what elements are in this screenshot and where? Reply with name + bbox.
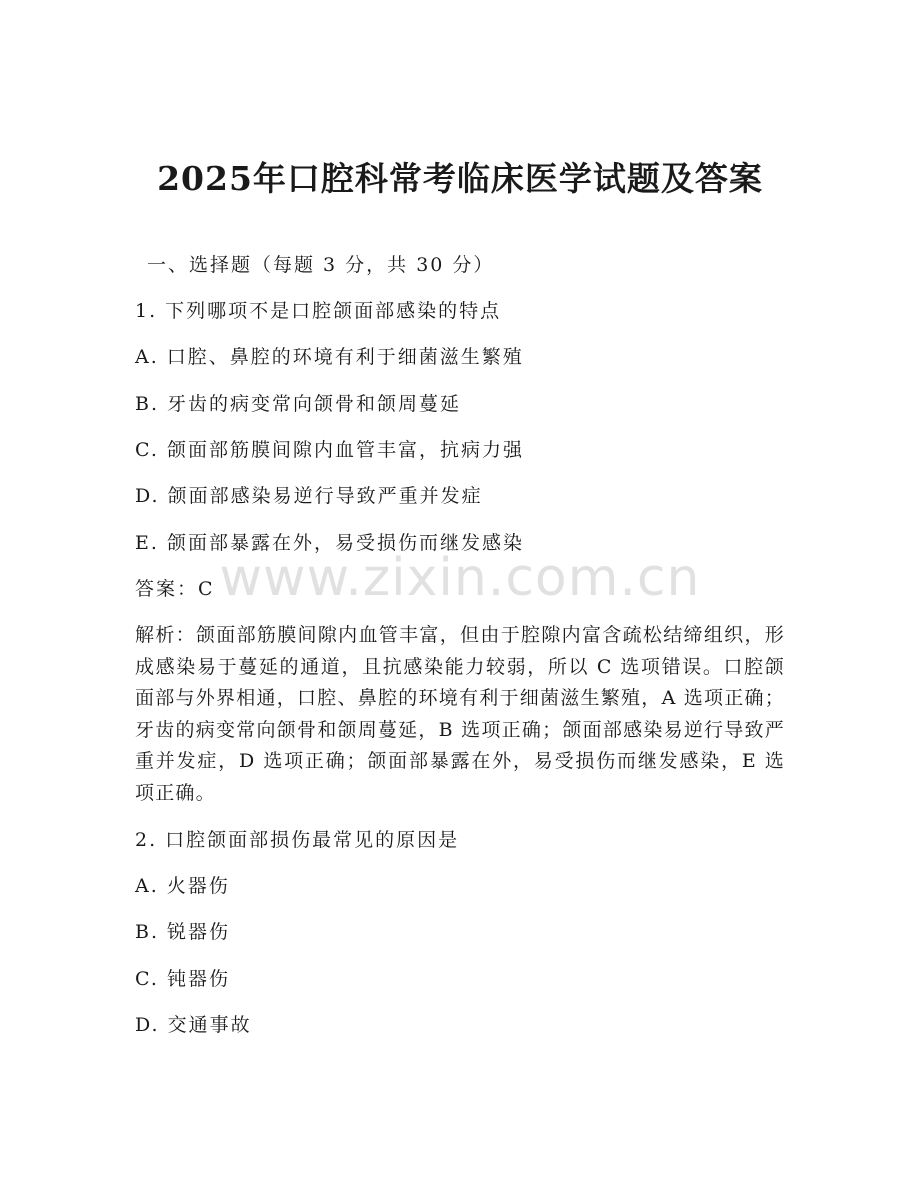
question-2-option-b: B. 锐器伤: [135, 921, 231, 943]
question-1-explanation: 解析：颌面部筋膜间隙内血管丰富，但由于腔隙内富含疏松结缔组织，形成感染易于蔓延的通道，且抗感染能力较弱，所以 C 选项错误。口腔颌面部与外界相通，口腔、鼻腔的环境有利于细菌滋生繁殖，A 选项正确；牙齿的病变常向颌骨和颌周蔓延，B 选项正确；颌面部感染易逆行导致严重并发症，D 选项正确；颌面部暴露在外，易受损伤而继发感染，E 选项正确。: [135, 624, 785, 804]
question-1-option-d: D. 颌面部感染易逆行导致严重并发症: [135, 485, 483, 507]
question-2-option-a: A. 火器伤: [135, 875, 230, 897]
question-2-option-d: D. 交通事故: [135, 1014, 252, 1036]
question-1-option-c: C. 颌面部筋膜间隙内血管丰富，抗病力强: [135, 439, 524, 461]
question-1-option-e: E. 颌面部暴露在外，易受损伤而继发感染: [135, 532, 524, 554]
document-title: 2025年口腔科常考临床医学试题及答案: [157, 159, 763, 198]
watermark: www.zixin.com.cn: [219, 548, 701, 608]
question-2-stem: 2. 口腔颌面部损伤最常见的原因是: [135, 829, 460, 851]
question-1-stem: 1. 下列哪项不是口腔颌面部感染的特点: [135, 300, 502, 322]
question-1-option-b: B. 牙齿的病变常向颌骨和颌周蔓延: [135, 393, 462, 415]
question-1-answer: 答案：C: [135, 578, 215, 600]
question-1-option-a: A. 口腔、鼻腔的环境有利于细菌滋生繁殖: [135, 346, 524, 368]
section-heading: 一、选择题（每题 3 分，共 30 分）: [147, 254, 495, 276]
question-2-option-c: C. 钝器伤: [135, 968, 230, 990]
